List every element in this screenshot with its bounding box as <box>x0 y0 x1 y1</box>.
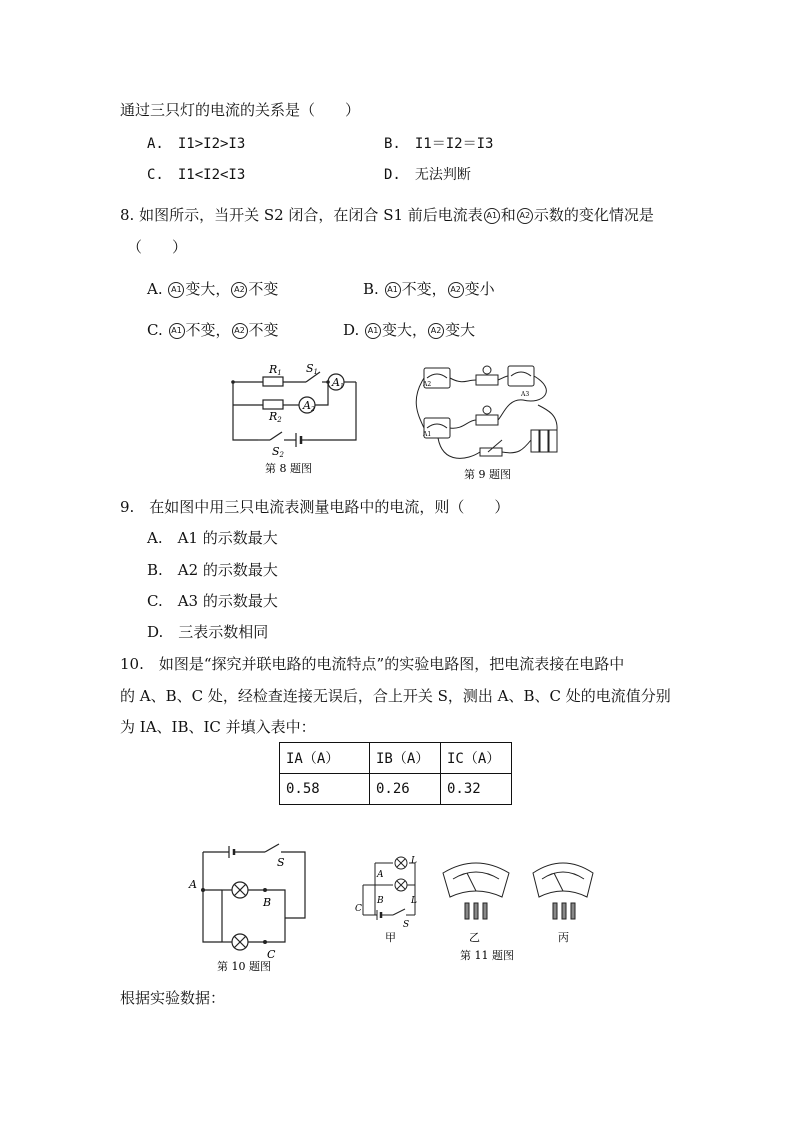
q7-stem: 通过三只灯的电流的关系是（ ） <box>120 101 361 119</box>
point-a-label: A <box>377 870 384 880</box>
q8-stem: 8. 如图所示，当开关 S2 闭合，在闭合 S1 前后电流表 A1 和 A2 示数的变化情况是 <box>120 206 654 224</box>
q7-option-d: D. 无法判断 <box>384 167 471 183</box>
ammeter-a2-icon: A2 <box>428 323 444 339</box>
switch-s-label: S <box>403 920 410 930</box>
table-cell: 0.58 <box>280 774 370 805</box>
figure-10-caption: 第 10 题图 <box>217 960 271 973</box>
q8-option-a: A. A1 变大， A2 不变 <box>147 280 279 298</box>
meter-a2-label: A2 <box>423 381 432 388</box>
figure-9-circuit <box>418 360 563 484</box>
meter-a1-label: A1 <box>423 431 432 438</box>
ammeter-a1-icon: A1 <box>168 282 184 298</box>
figure-8-caption: 第 8 题图 <box>265 462 312 475</box>
label-a1: A1 <box>332 376 344 390</box>
ammeter-a1-icon: A1 <box>169 323 185 339</box>
figure-9-caption: 第 9 题图 <box>464 468 511 481</box>
figure-10-circuit <box>185 840 315 975</box>
table-header-cell: IC（A） <box>441 743 512 774</box>
q9-option-c: C. A3 的示数最大 <box>147 592 278 610</box>
q10-stem-line1: 10. 如图是“探究并联电路的电流特点”的实验电路图，把电流表接在电路中 <box>120 655 625 673</box>
q9-option-a: A. A1 的示数最大 <box>147 529 278 547</box>
point-a-label: A <box>189 878 197 891</box>
q8-option-b: B. A1 不变， A2 变小 <box>363 280 495 298</box>
q7-option-b: B. I1＝I2＝I3 <box>384 136 494 152</box>
switch-s-label: S <box>277 856 285 869</box>
fig11-label-bing: 丙 <box>558 931 569 944</box>
q9-stem: 9. 在如图中用三只电流表测量电路中的电流，则（ ） <box>120 498 510 516</box>
q7-option-c: C. I1<I2<I3 <box>147 167 246 183</box>
closing-text: 根据实验数据： <box>120 989 226 1007</box>
q9-option-b: B. A2 的示数最大 <box>147 561 278 579</box>
q9-option-d: D. 三表示数相同 <box>147 623 269 641</box>
point-b-label: B <box>263 896 272 909</box>
label-r2: R2 <box>269 410 282 424</box>
label-s2: S2 <box>272 445 285 459</box>
table-header-cell: IB（A） <box>370 743 441 774</box>
q8-answer-paren: （ ） <box>127 238 188 256</box>
ammeter-a1-icon: A1 <box>365 323 381 339</box>
q10-stem-line3: 为 IA、IB、IC 并填入表中： <box>120 718 316 736</box>
figure-8-circuit <box>228 360 363 478</box>
table-cell: 0.32 <box>441 774 512 805</box>
label-s1: S1 <box>306 362 319 376</box>
q8-option-c: C. A1 不变， A2 不变 <box>147 321 279 339</box>
label-a2: A2 <box>303 399 315 413</box>
table-cell: 0.26 <box>370 774 441 805</box>
q8-option-d: D. A1 变大， A2 变大 <box>343 321 476 339</box>
table-header-row <box>280 743 512 774</box>
ammeter-a2-icon: A2 <box>448 282 464 298</box>
point-b-label: B <box>377 896 384 906</box>
q7-option-a: A. I1>I2>I3 <box>147 136 246 152</box>
meter-a3-label: A3 <box>521 391 530 398</box>
lamp-l1-label: L <box>411 856 417 866</box>
lamp-l2-label: L <box>411 896 417 906</box>
point-c-label: C <box>355 904 362 914</box>
fig11-label-jia: 甲 <box>385 931 396 944</box>
figure-11-circuits <box>355 855 615 970</box>
current-table <box>279 742 512 805</box>
ammeter-a1-icon: A1 <box>385 282 401 298</box>
figure-11-caption: 第 11 题图 <box>460 949 514 962</box>
label-r1: R1 <box>269 363 282 377</box>
ammeter-a1-icon: A1 <box>484 208 500 224</box>
q10-stem-line2: 的 A、B、C 处，经检查连接无误后，合上开关 S，测出 A、B、C 处的电流值分别 <box>120 687 671 705</box>
table-header-cell: IA（A） <box>280 743 370 774</box>
ammeter-a2-icon: A2 <box>232 323 248 339</box>
point-c-label: C <box>267 948 276 961</box>
table-row <box>280 774 512 805</box>
fig11-label-yi: 乙 <box>469 931 480 944</box>
ammeter-a2-icon: A2 <box>517 208 533 224</box>
ammeter-a2-icon: A2 <box>231 282 247 298</box>
